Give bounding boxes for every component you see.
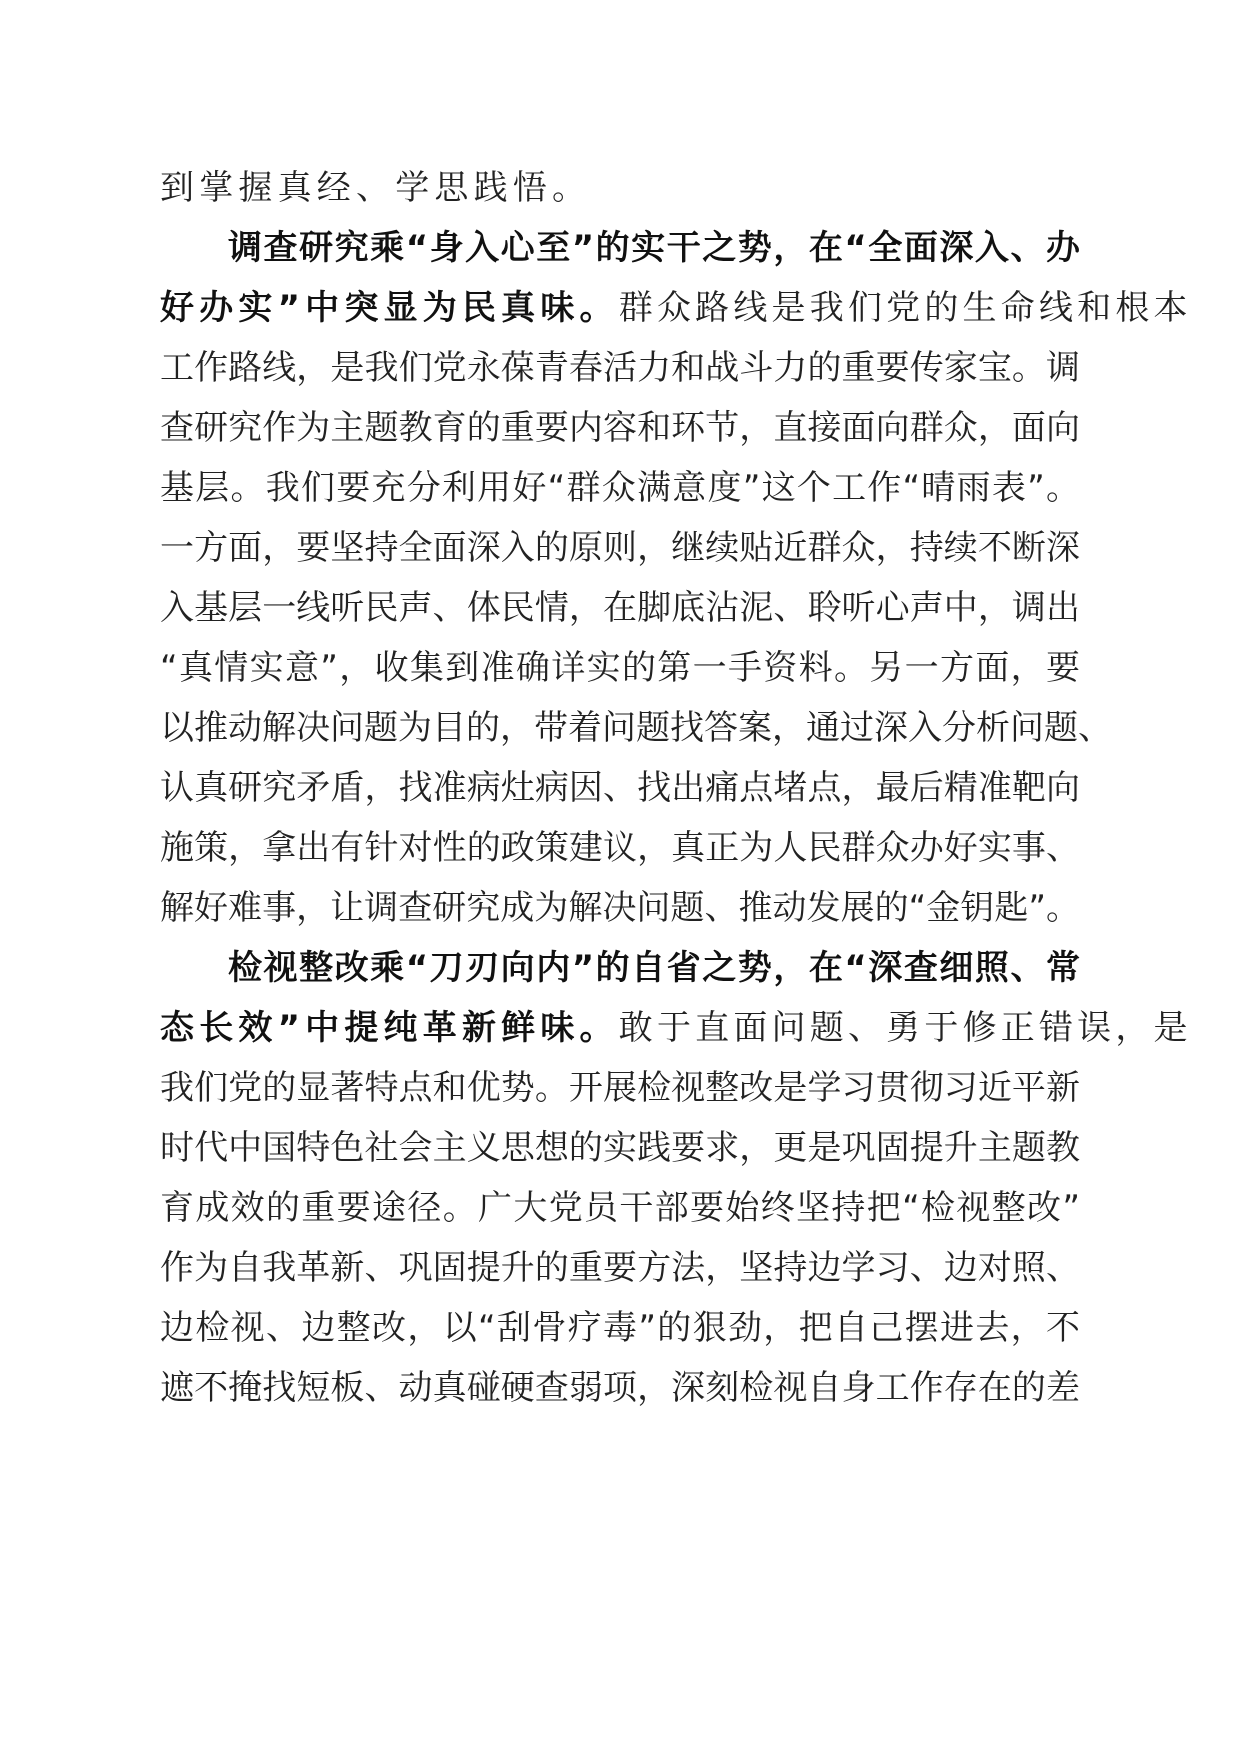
body-line: 以推动解决问题为目的，带着问题找答案，通过深入分析问题、 [160, 708, 1112, 748]
body-text-span: 敢于直面问题、勇于修正错误，是 [618, 1008, 1192, 1048]
body-line: 遮不掩找短板、动真碰硬查弱项，深刻检视自身工作存在的差 [160, 1368, 1080, 1408]
section-heading-line: 调查研究乘“身入心至”的实干之势，在“全面深入、办 [228, 228, 1080, 268]
body-line: 工作路线，是我们党永葆青春活力和战斗力的重要传家宝。调 [160, 348, 1080, 388]
body-line: 边检视、边整改，以“刮骨疗毒”的狠劲，把自己摆进去，不 [160, 1308, 1080, 1348]
body-line: 查研究作为主题教育的重要内容和环节，直接面向群众，面向 [160, 408, 1080, 448]
section-heading-tail: 好办实”中突显为民真味。 [160, 288, 619, 328]
section-heading-line: 检视整改乘“刀刃向内”的自省之势，在“深查细照、常 [228, 948, 1080, 988]
body-line: 我们党的显著特点和优势。开展检视整改是学习贯彻习近平新 [160, 1068, 1080, 1108]
body-line: 时代中国特色社会主义思想的实践要求，更是巩固提升主题教 [160, 1128, 1080, 1168]
body-line: 到掌握真经、学思践悟。 [160, 168, 592, 208]
body-line: 入基层一线听民声、体民情，在脚底沾泥、聆听心声中，调出 [160, 588, 1080, 628]
body-line: 认真研究矛盾，找准病灶病因、找出痛点堵点，最后精准靶向 [160, 768, 1080, 808]
body-line: “真情实意”，收集到准确详实的第一手资料。另一方面，要 [160, 648, 1080, 688]
mixed-line [160, 278, 1192, 338]
body-text-span: 群众路线是我们党的生命线和根本 [618, 288, 1192, 328]
body-line: 施策，拿出有针对性的政策建议，真正为人民群众办好实事、 [160, 828, 1080, 868]
body-line: 基层。我们要充分利用好“群众满意度”这个工作“晴雨表”。 [160, 468, 1080, 508]
body-line: 一方面，要坚持全面深入的原则，继续贴近群众，持续不断深 [160, 528, 1080, 568]
body-line: 育成效的重要途径。广大党员干部要始终坚持把“检视整改” [160, 1188, 1080, 1228]
section-heading-tail: 态长效”中提纯革新鲜味。 [160, 1008, 619, 1048]
body-line: 作为自我革新、巩固提升的重要方法，坚持边学习、边对照、 [160, 1248, 1080, 1288]
body-line: 解好难事，让调查研究成为解决问题、推动发展的“金钥匙”。 [160, 888, 1080, 928]
mixed-line [160, 998, 1192, 1058]
